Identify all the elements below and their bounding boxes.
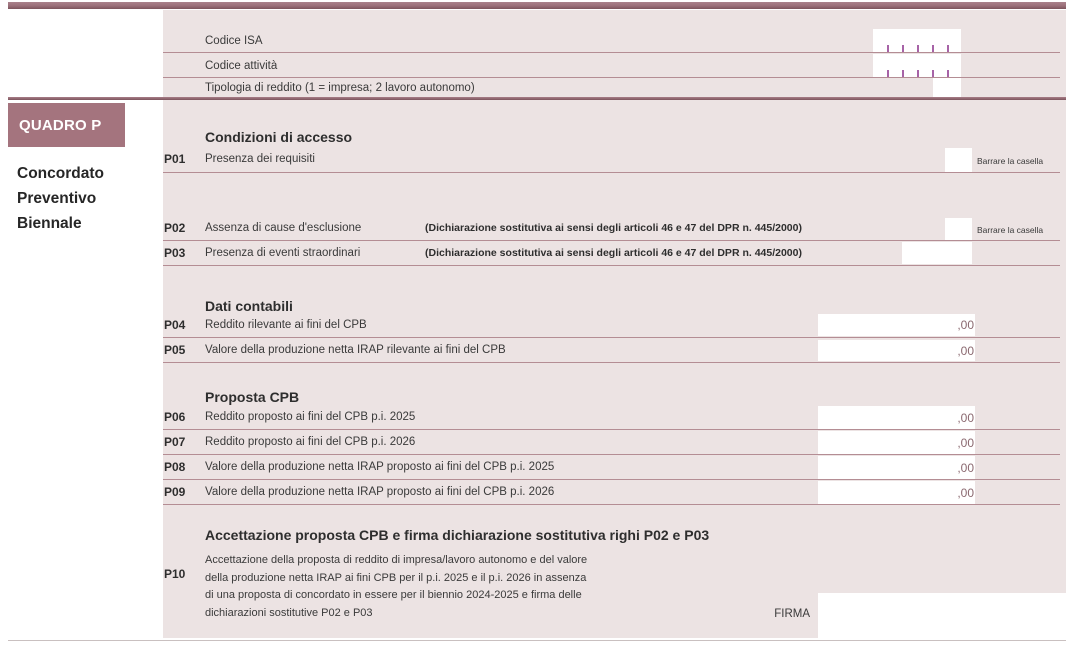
row-code-p03: P03 — [164, 246, 186, 260]
row-separator — [163, 479, 1060, 480]
p09-amount-input[interactable] — [818, 481, 975, 504]
row-code-p02: P02 — [164, 221, 186, 235]
sidebar-title-line: Biennale — [17, 215, 82, 232]
p10-signature-field[interactable] — [818, 593, 1066, 638]
char-separator-tick — [947, 45, 949, 52]
p10-description-line: della produzione netta IRAP ai fini CPB per il p.i. 2025 e il p.i. 2026 in assenza — [205, 571, 587, 584]
p04-decimal-suffix: ,00 — [957, 318, 974, 332]
row-code-p07: P07 — [164, 435, 186, 449]
label-codice-attivita: Codice attività — [205, 60, 278, 72]
row-note-p03: (Dichiarazione sostitutiva ai sensi degli articoli 46 e 47 del DPR n. 445/2000) — [425, 247, 802, 259]
row-label-p05: Valore della produzione netta IRAP rilevante ai fini del CPB — [205, 344, 506, 356]
row-code-p08: P08 — [164, 460, 186, 474]
char-separator-tick — [932, 70, 934, 77]
p10-description-line: Accettazione della proposta di reddito di impresa/lavoro autonomo e del valore — [205, 554, 588, 566]
char-separator-tick — [887, 70, 889, 77]
p02-checkbox-hint: Barrare la casella — [977, 225, 1044, 235]
p10-description — [205, 552, 685, 622]
row-code-p01: P01 — [164, 152, 186, 166]
firma-label: FIRMA — [774, 608, 810, 620]
label-tipologia-reddito: Tipologia di reddito (1 = impresa; 2 lavoro autonomo) — [205, 82, 475, 94]
char-separator-tick — [947, 70, 949, 77]
row-separator — [163, 337, 1060, 338]
sidebar-title-line: Preventivo — [17, 190, 97, 207]
row-label-p06: Reddito proposto ai fini del CPB p.i. 2025 — [205, 411, 416, 423]
p07-amount-input[interactable] — [818, 431, 975, 454]
bottom-rule — [8, 640, 1066, 641]
row-label-p01: Presenza dei requisiti — [205, 153, 315, 165]
row-label-p08: Valore della produzione netta IRAP proposto ai fini del CPB p.i. 2025 — [205, 461, 555, 473]
row-label-p02: Assenza di cause d'esclusione — [205, 222, 362, 234]
row-separator — [163, 77, 1060, 78]
p08-decimal-suffix: ,00 — [957, 460, 974, 475]
sidebar-title — [17, 161, 104, 236]
p08-amount-input[interactable] — [818, 456, 975, 479]
p05-amount-input[interactable] — [818, 340, 975, 361]
char-separator-tick — [917, 45, 919, 52]
row-separator — [163, 362, 1060, 363]
p10-description-line: di una proposta di concordato in essere per il biennio 2024-2025 e firma delle — [205, 589, 582, 601]
p02-checkbox[interactable] — [945, 218, 972, 240]
row-code-p04: P04 — [164, 318, 186, 332]
row-separator — [163, 454, 1060, 455]
sidebar-title-line: Concordato — [17, 165, 104, 182]
codice-attivita-input[interactable] — [873, 54, 961, 77]
top-rule — [8, 2, 1066, 9]
tipologia-reddito-input[interactable] — [933, 78, 961, 98]
p01-checkbox-hint: Barrare la casella — [977, 156, 1044, 166]
row-note-p02: (Dichiarazione sostitutiva ai sensi degli articoli 46 e 47 del DPR n. 445/2000) — [425, 222, 802, 234]
heading-condizioni-di-accesso: Condizioni di accesso — [205, 129, 353, 145]
row-label-p04: Reddito rilevante ai fini del CPB — [205, 319, 367, 331]
row-separator — [163, 240, 1060, 241]
p09-decimal-suffix: ,00 — [957, 485, 974, 500]
codice-isa-input[interactable] — [873, 29, 961, 52]
p06-decimal-suffix: ,00 — [957, 410, 974, 425]
row-label-p03: Presenza di eventi straordinari — [205, 247, 361, 259]
p05-decimal-suffix: ,00 — [957, 343, 974, 358]
p06-amount-input[interactable] — [818, 406, 975, 429]
char-separator-tick — [932, 45, 934, 52]
row-label-p09: Valore della produzione netta IRAP proposto ai fini del CPB p.i. 2026 — [205, 486, 555, 498]
row-code-p10: P10 — [164, 567, 186, 581]
row-separator — [163, 265, 1060, 266]
row-separator — [163, 172, 1060, 173]
quadro-p-badge-label: QUADRO P — [19, 116, 102, 134]
char-separator-tick — [902, 45, 904, 52]
row-label-p07: Reddito proposto ai fini del CPB p.i. 2026 — [205, 436, 416, 448]
row-separator — [163, 52, 1060, 53]
heading-accettazione: Accettazione proposta CPB e firma dichiarazione sostitutiva righi P02 e P03 — [205, 527, 710, 543]
p01-checkbox[interactable] — [945, 148, 972, 172]
char-separator-tick — [887, 45, 889, 52]
row-separator — [163, 429, 1060, 430]
row-separator — [163, 504, 1060, 505]
row-code-p09: P09 — [164, 485, 186, 499]
label-codice-isa: Codice ISA — [205, 35, 263, 47]
section-divider-rule — [8, 97, 1066, 100]
row-code-p06: P06 — [164, 410, 186, 424]
p10-description-line: dichiarazioni sostitutive P02 e P03 — [205, 606, 373, 619]
row-code-p05: P05 — [164, 343, 186, 357]
p03-input[interactable] — [902, 242, 972, 264]
char-separator-tick — [902, 70, 904, 77]
heading-proposta-cpb: Proposta CPB — [205, 389, 300, 405]
char-separator-tick — [917, 70, 919, 77]
heading-dati-contabili: Dati contabili — [205, 298, 293, 314]
p07-decimal-suffix: ,00 — [957, 435, 974, 450]
quadro-p-badge — [8, 103, 125, 147]
p04-amount-input[interactable] — [818, 314, 975, 336]
